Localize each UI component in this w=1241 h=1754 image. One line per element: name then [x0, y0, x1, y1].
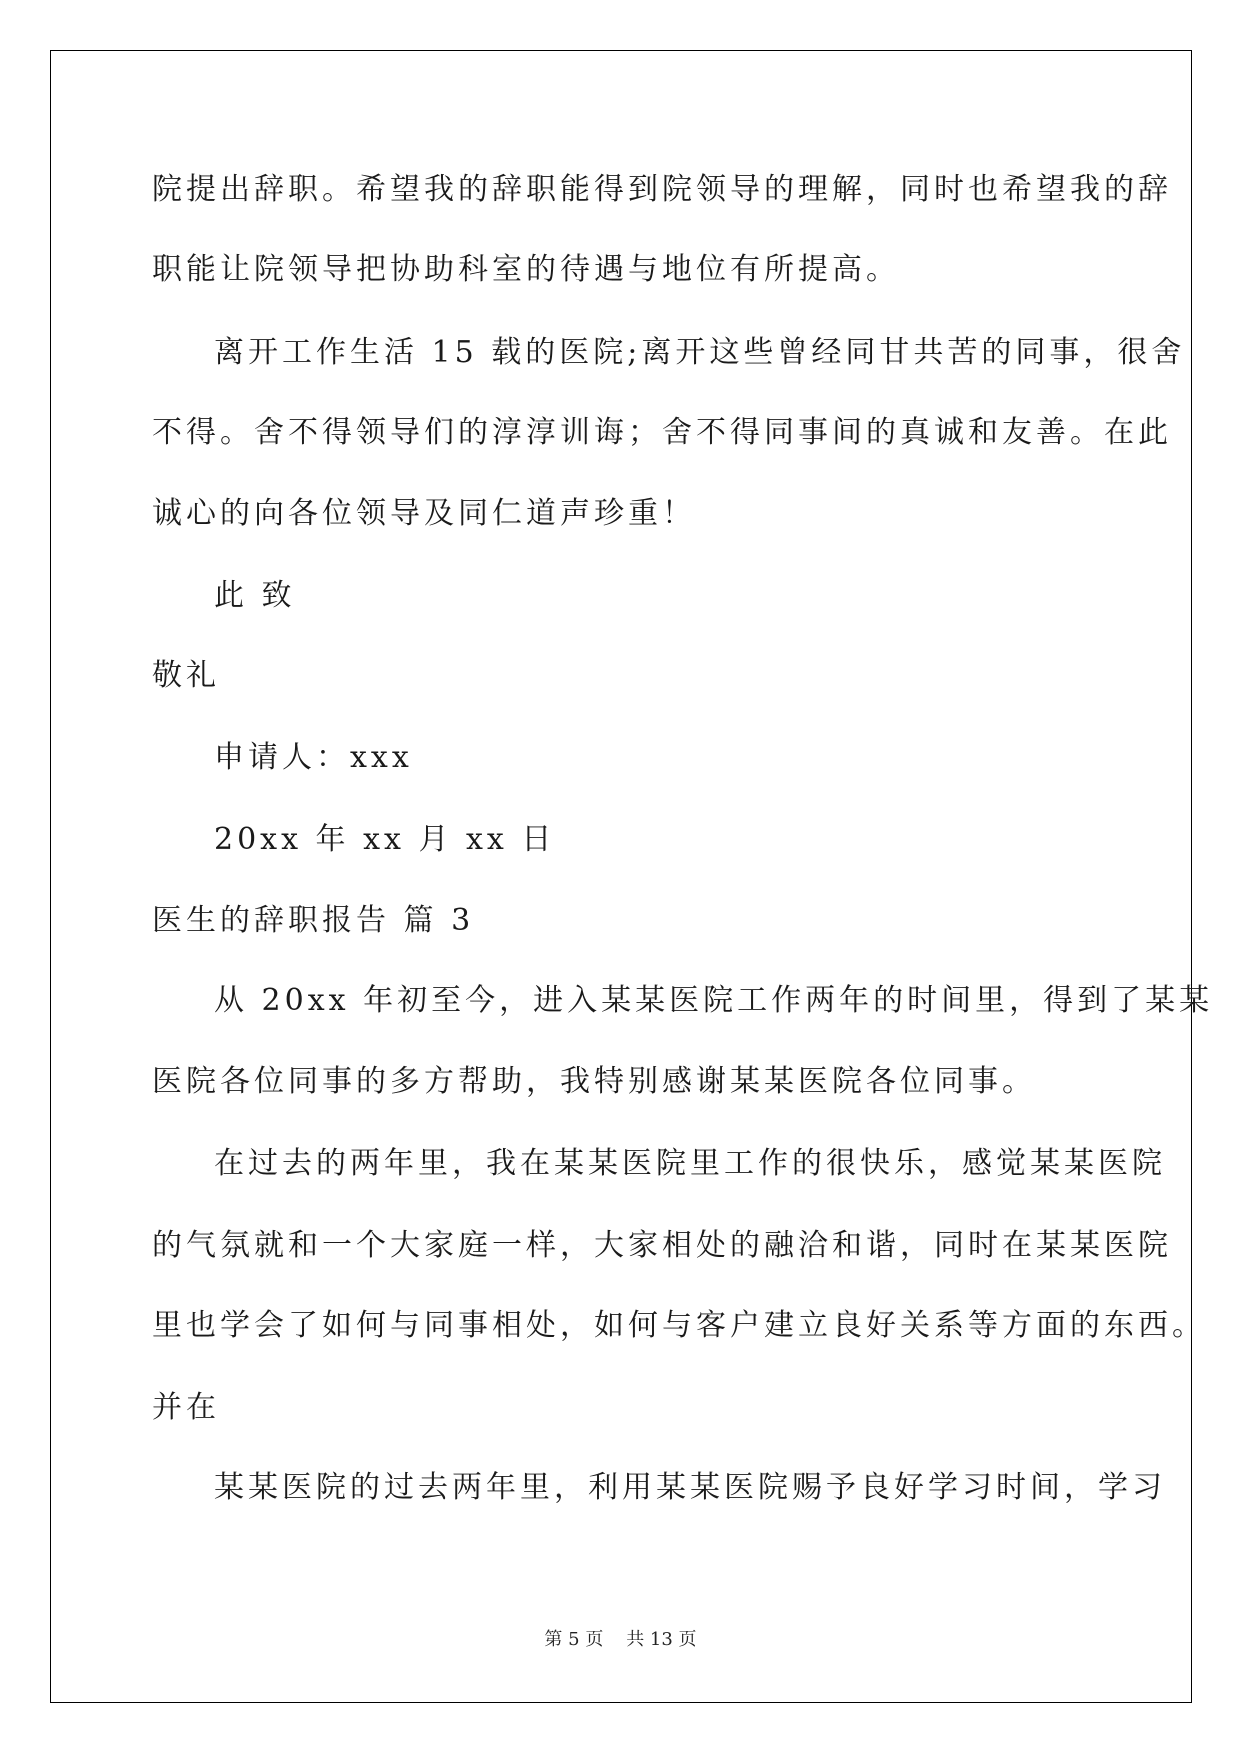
closing-salutation: 此 致 [214, 578, 296, 613]
section-title: 医生的辞职报告 篇 3 [152, 903, 475, 938]
text-line: 离开工作生活 15 载的医院;离开这些曾经同甘共苦的同事，很舍 [214, 335, 1186, 370]
text-line: 不得。舍不得领导们的淳淳训诲；舍不得同事间的真诚和友善。在此 [152, 415, 1172, 450]
text-line: 从 20xx 年初至今，进入某某医院工作两年的时间里，得到了某某 [214, 983, 1214, 1018]
page-border [50, 50, 1192, 1703]
text-line: 院提出辞职。希望我的辞职能得到院领导的理解，同时也希望我的辞 [152, 172, 1172, 207]
closing-regards: 敬礼 [152, 658, 220, 693]
date-line: 20xx 年 xx 月 xx 日 [214, 822, 556, 857]
text-line: 诚心的向各位领导及同仁道声珍重！ [152, 496, 696, 531]
text-line: 医院各位同事的多方帮助，我特别感谢某某医院各位同事。 [152, 1064, 1036, 1099]
text-line: 的气氛就和一个大家庭一样，大家相处的融洽和谐，同时在某某医院 [152, 1228, 1172, 1263]
page-number: 第 5 页 共 13 页 [544, 1629, 697, 1650]
applicant-line: 申请人：xxx [214, 740, 413, 775]
text-line: 里也学会了如何与同事相处，如何与客户建立良好关系等方面的东西。 [152, 1308, 1206, 1343]
text-line: 在过去的两年里，我在某某医院里工作的很快乐，感觉某某医院 [214, 1146, 1166, 1181]
text-line: 并在 [152, 1390, 220, 1425]
text-line: 职能让院领导把协助科室的待遇与地位有所提高。 [152, 252, 900, 287]
text-line: 某某医院的过去两年里，利用某某医院赐予良好学习时间，学习 [214, 1470, 1166, 1505]
